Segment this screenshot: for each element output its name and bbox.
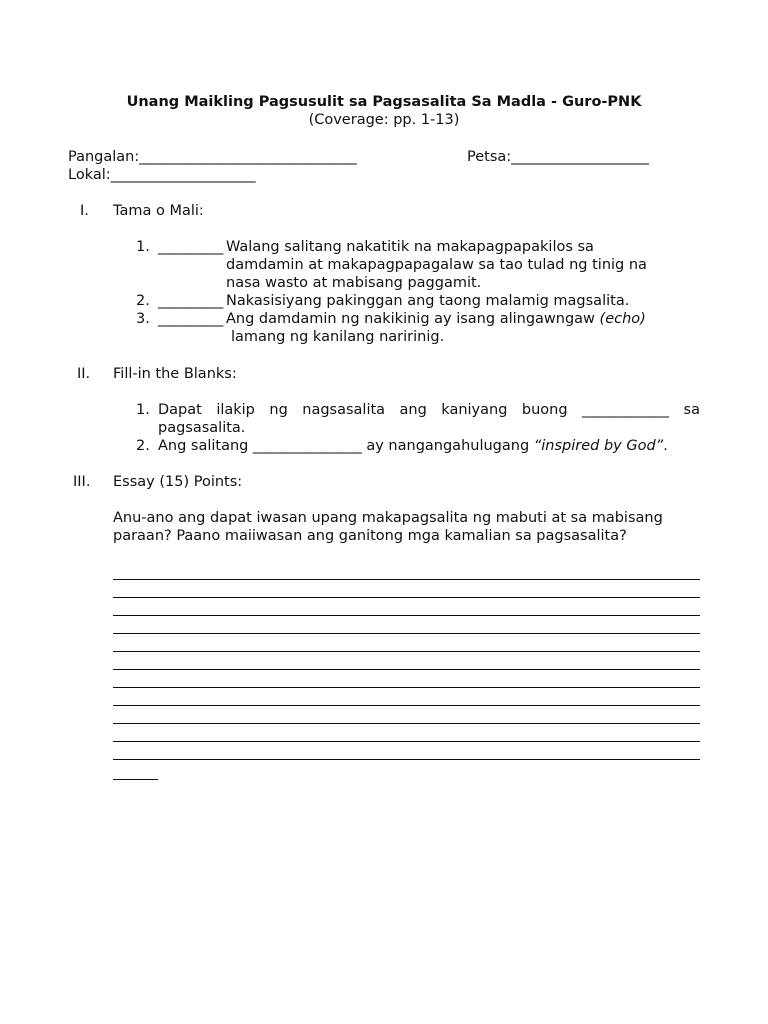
- tf-item-2-number: 2.: [136, 293, 150, 309]
- section1-heading: Tama o Mali:: [113, 203, 204, 219]
- section3-heading: Essay (15) Points:: [113, 474, 243, 490]
- essay-question-line2: paraan? Paano maiiwasan ang ganitong mga kamalian sa pagsasalita?: [113, 528, 627, 544]
- tf-item-1-number: 1.: [136, 239, 150, 255]
- tf-item-3-line1: Ang damdamin ng nakikinig ay isang alingawngaw (echo): [226, 311, 646, 327]
- fib-item-1-number: 1.: [136, 402, 150, 418]
- fib-item-2-italic: “inspired by God”: [533, 438, 664, 454]
- essay-answer-line[interactable]: [113, 615, 700, 616]
- tf-item-3-number: 3.: [136, 311, 150, 327]
- fib-item-2-number: 2.: [136, 438, 150, 454]
- name-field[interactable]: Pangalan:______________________________: [68, 149, 357, 165]
- essay-answer-line[interactable]: [113, 687, 700, 688]
- essay-question-line1: Anu-ano ang dapat iwasan upang makapagsalita ng mabuti at sa mabisang: [113, 510, 663, 526]
- tf-item-2-line1: Nakasisiyang pakinggan ang taong malamig magsalita.: [226, 293, 630, 309]
- tf-item-2-blank[interactable]: _________: [158, 293, 224, 309]
- essay-answer-line[interactable]: [113, 633, 700, 634]
- tf-item-3-italic: (echo): [599, 311, 646, 327]
- essay-answer-line[interactable]: [113, 705, 700, 706]
- fib-item-1-line1: Dapat ilakip ng nagsasalita ang kaniyang buong ____________ sa: [158, 402, 700, 418]
- essay-answer-line[interactable]: [113, 579, 700, 580]
- essay-answer-line-end[interactable]: [113, 779, 158, 780]
- tf-item-1-blank[interactable]: _________: [158, 239, 224, 255]
- section2-heading: Fill-in the Blanks:: [113, 366, 237, 382]
- coverage-subtitle: (Coverage: pp. 1-13): [308, 112, 460, 128]
- section2-numeral: II.: [77, 366, 91, 382]
- essay-answer-line[interactable]: [113, 723, 700, 724]
- essay-answer-line[interactable]: [113, 651, 700, 652]
- section1-numeral: I.: [80, 203, 89, 219]
- tf-item-1-line3: nasa wasto at mabisang paggamit.: [226, 275, 482, 291]
- essay-answer-line[interactable]: [113, 597, 700, 598]
- section3-numeral: III.: [73, 474, 91, 490]
- tf-item-3-blank[interactable]: _________: [158, 311, 224, 327]
- tf-item-1-line2: damdamin at makapagpapagalaw sa tao tulad ng tinig na: [226, 257, 647, 273]
- tf-item-3-line2: lamang ng kanilang naririnig.: [231, 329, 445, 345]
- essay-answer-line[interactable]: [113, 741, 700, 742]
- date-field[interactable]: Petsa:___________________: [467, 149, 649, 165]
- essay-answer-line[interactable]: [113, 759, 700, 760]
- tf-item-1-line1: Walang salitang nakatitik na makapagpapakilos sa: [226, 239, 594, 255]
- fib-item-2-text: Ang salitang _______________ ay nangangahulugang “inspired by God”.: [158, 438, 668, 454]
- local-field[interactable]: Lokal:____________________: [68, 167, 256, 183]
- fib-item-1-line2: pagsasalita.: [158, 420, 246, 436]
- essay-answer-line[interactable]: [113, 669, 700, 670]
- page-title: Unang Maikling Pagsusulit sa Pagsasalita Sa Madla - Guro-PNK: [126, 94, 642, 110]
